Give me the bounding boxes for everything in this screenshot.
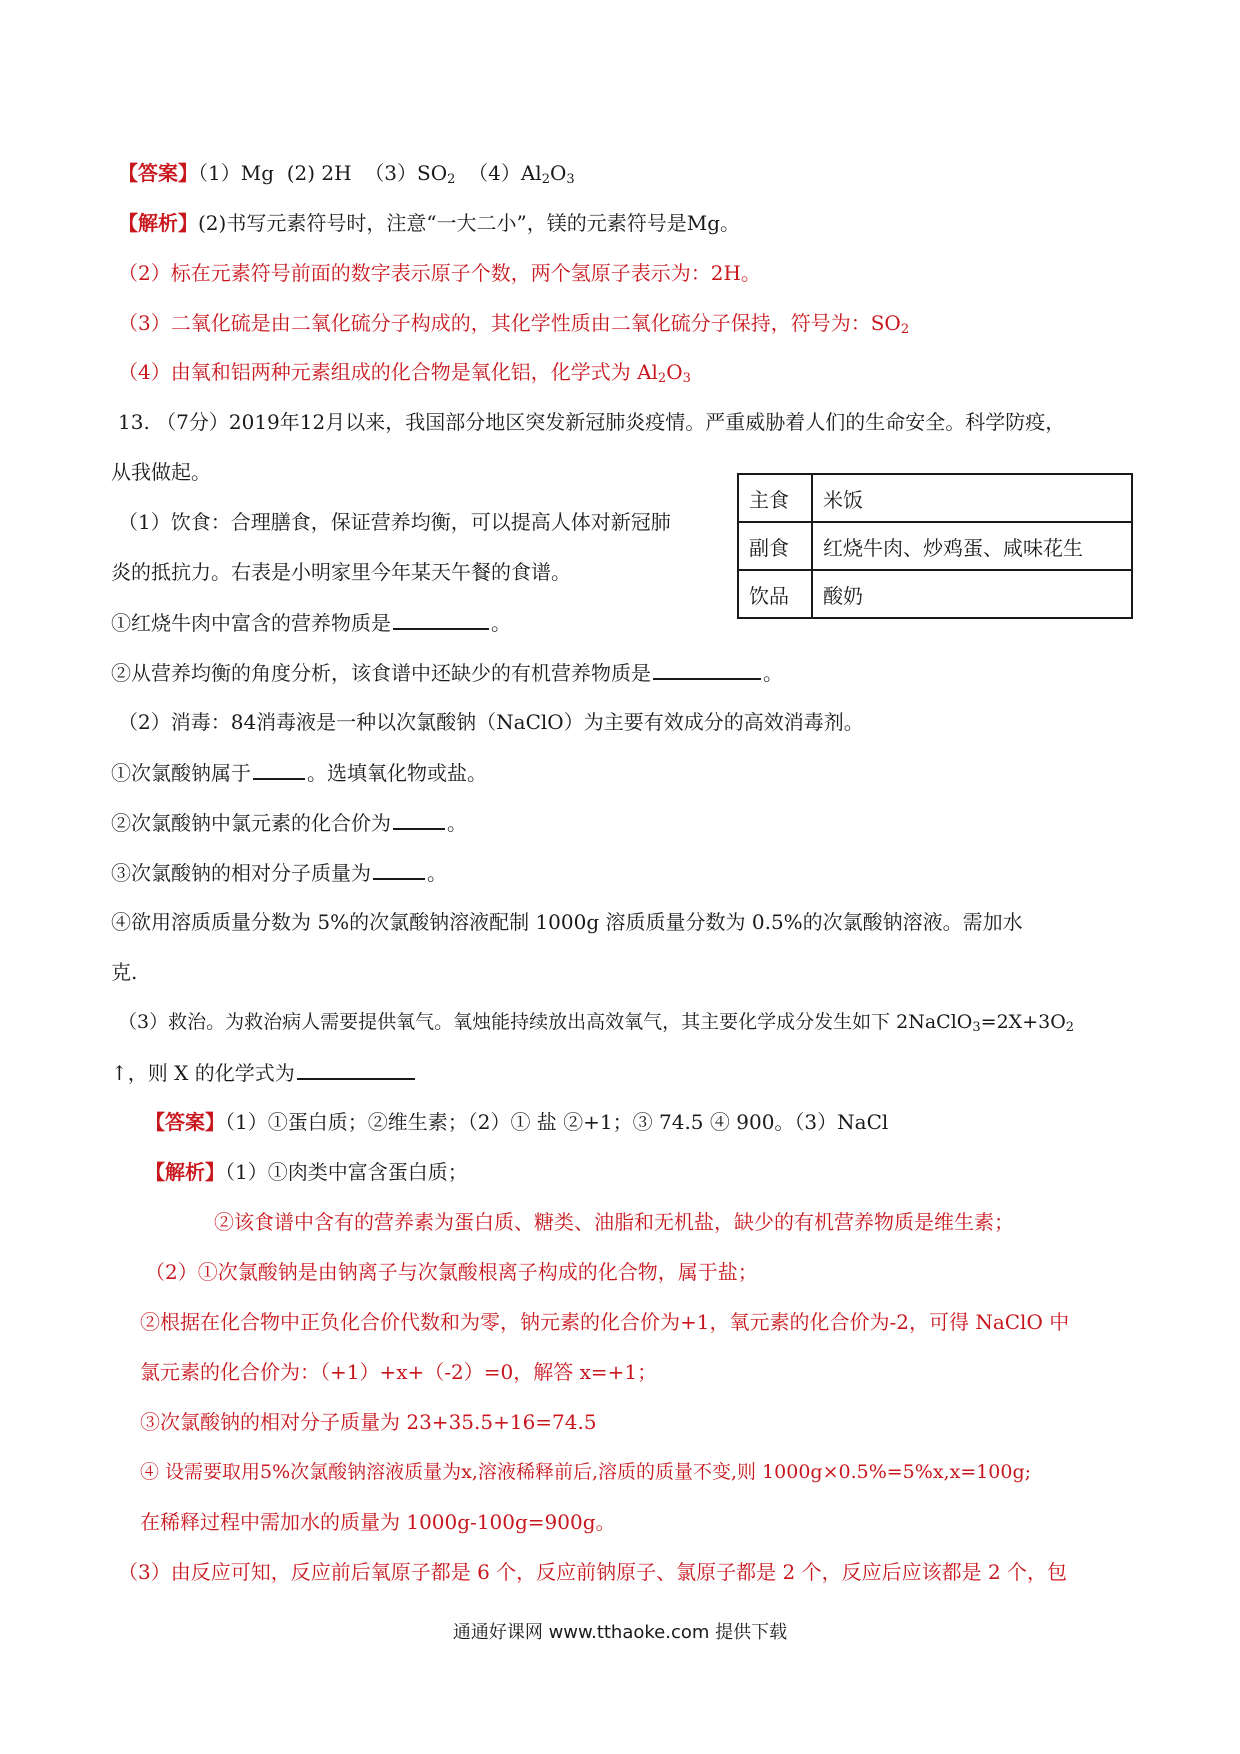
table-row [738, 570, 1132, 618]
analysis-s5: 氯元素的化合价为：（+1）+x+（-2）=0，解答 x=+1； [140, 1360, 658, 1384]
answer-2: (2) 2H [286, 161, 352, 185]
analysis-label: 【解析】 [118, 211, 198, 235]
prev-analysis-line [118, 209, 740, 237]
menu-key: 饮品 [738, 570, 812, 618]
analysis-text-2: （2）标在元素符号前面的数字表示原子个数，两个氢原子表示为：2H。 [118, 261, 761, 285]
q13-p3-b: ↑，则 X 的化学式为 [111, 1058, 417, 1087]
answer-blank [653, 658, 761, 680]
answer-blank [393, 808, 445, 830]
answer-blank [253, 758, 305, 780]
menu-value: 红烧牛肉、炒鸡蛋、咸味花生 [812, 522, 1132, 570]
answer-label: 【答案】 [145, 1110, 225, 1134]
q13-1-2: ②从营养均衡的角度分析，该食谱中还缺少的有机营养物质是 。 [111, 658, 783, 687]
menu-key: 副食 [738, 522, 812, 570]
answer-4: $(4)Al_2O_3$ [468, 161, 575, 187]
answer-blank [297, 1058, 415, 1080]
menu-value: 酸奶 [812, 570, 1132, 618]
q13-intro-2: 从我做起。 [111, 460, 211, 484]
q13-2-3: ③次氯酸钠的相对分子质量为 。 [111, 858, 447, 887]
prev-answer-line [118, 159, 575, 187]
answer-blank [393, 608, 489, 630]
analysis-s4: ②根据在化合物中正负化合价代数和为零，钠元素的化合价为+1，氧元素的化合价为-2，可得 NaClO 中 [140, 1310, 1070, 1334]
ans13-answer-line [145, 1108, 888, 1136]
page-footer: 通通好课网 www.tthaoke.com 提供下载 [452, 1622, 788, 1643]
q13-p1-a: （1）饮食：合理膳食，保证营养均衡，可以提高人体对新冠肺 [118, 510, 671, 534]
analysis-s7: ④ 设需要取用5%次氯酸钠溶液质量为x,溶液稀释前后,溶质的质量不变,则 1000g×0.5%=5%x,x=100g; [140, 1461, 1032, 1483]
q13-p2: （2）消毒：84消毒液是一种以次氯酸钠（NaClO）为主要有效成分的高效消毒剂。 [118, 710, 864, 734]
answer-label: 【答案】 [118, 161, 198, 185]
q13-intro-1: 13. （7分）2019年12月以来，我国部分地区突发新冠肺炎疫情。严重威胁着人们的生命安全。科学防疫， [118, 410, 1066, 434]
analysis-label: 【解析】 [145, 1160, 225, 1184]
analysis-s1: （1）①肉类中富含蛋白质； [225, 1160, 468, 1184]
q13-2-4: ④欲用溶质质量分数为 5%的次氯酸钠溶液配制 1000g 溶质质量分数为 0.5%的次氯酸钠溶液。需加水 [111, 910, 1023, 934]
analysis-s8: 在稀释过程中需加水的质量为 1000g-100g=900g。 [140, 1510, 616, 1534]
q13-1-1: ①红烧牛肉中富含的营养物质是 。 [111, 608, 511, 637]
menu-key: 主食 [738, 474, 812, 522]
q13-2-4-b: 克. [111, 960, 138, 984]
analysis-text-4: （4）由氧和铝两种元素组成的化合物是氧化铝，化学式为 $Al_2O_3$ [118, 360, 691, 386]
answer-blank [373, 858, 425, 880]
q13-2-2: ②次氯酸钠中氯元素的化合价为 。 [111, 808, 467, 837]
answer-3: $(3)SO_2$ [364, 161, 456, 187]
answer-1: （1）Mg [198, 161, 275, 185]
analysis-s6: ③次氯酸钠的相对分子质量为 23+35.5+16=74.5 [140, 1410, 597, 1434]
analysis-s9: （3）由反应可知，反应前后氧原子都是 6 个，反应前钠原子、氯原子都是 2 个，反应后应该都是 2 个，包 [118, 1560, 1068, 1584]
table-row [738, 474, 1132, 522]
table-row [738, 522, 1132, 570]
analysis-text-1: (2)书写元素符号时，注意“一大二小”，镁的元素符号是Mg。 [198, 211, 741, 235]
q13-p1-b: 炎的抵抗力。右表是小明家里今年某天午餐的食谱。 [111, 560, 571, 584]
ans13-analysis-line [145, 1158, 468, 1186]
answer-text: （1）①蛋白质；②维生素；（2）① 盐 ②+1；③ 74.5 ④ 900。（3）NaCl [225, 1110, 889, 1134]
analysis-s3: （2）①次氯酸钠是由钠离子与次氯酸根离子构成的化合物，属于盐； [145, 1260, 758, 1284]
menu-value: 米饭 [812, 474, 1132, 522]
q13-2-1: ①次氯酸钠属于 。选填氧化物或盐。 [111, 758, 487, 787]
q13-p3: （3）救治。为救治病人需要提供氧气。氧烛能持续放出高效氧气，其主要化学成分发生如下 $2NaClO_3=2X+3O_2$ [118, 1011, 1075, 1035]
analysis-s2: ②该食谱中含有的营养素为蛋白质、糖类、油脂和无机盐，缺少的有机营养物质是维生素； [214, 1210, 1014, 1234]
analysis-text-3: （3）二氧化硫是由二氧化硫分子构成的，其化学性质由二氧化硫分子保持，符号为：$SO_2$ [118, 311, 910, 337]
menu-table [737, 473, 1133, 619]
